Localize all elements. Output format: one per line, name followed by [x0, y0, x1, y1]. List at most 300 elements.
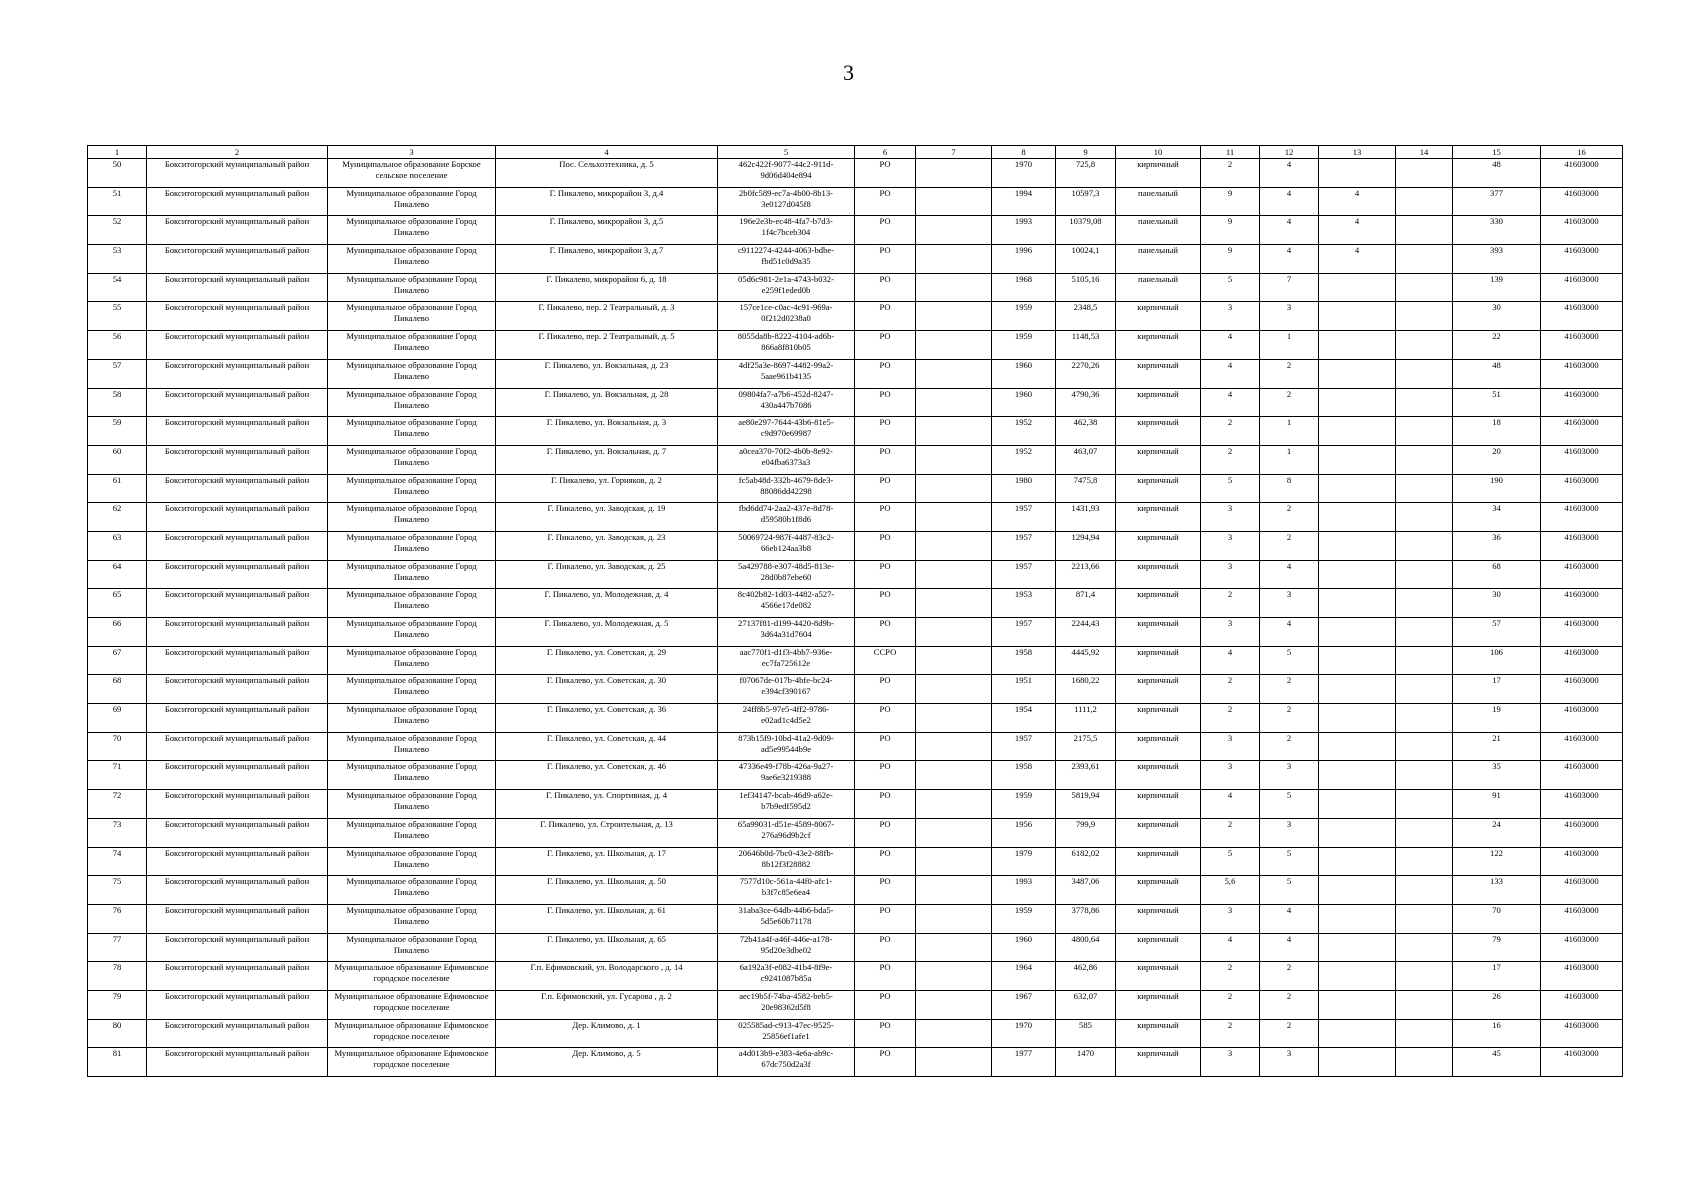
table-cell: Бокситогорский муниципальный район — [147, 273, 328, 302]
table-cell: 51 — [88, 187, 147, 216]
table-cell: 1957 — [992, 732, 1056, 761]
column-header: 7 — [916, 146, 992, 159]
table-cell: 80 — [88, 1019, 147, 1048]
table-cell — [916, 732, 992, 761]
table-cell: 393 — [1453, 245, 1541, 274]
table-cell — [916, 1019, 992, 1048]
table-cell — [1319, 560, 1396, 589]
table-cell: 79 — [88, 990, 147, 1019]
table-cell: 1959 — [992, 331, 1056, 360]
table-cell: Муниципальное образование Город Пикалево — [328, 187, 496, 216]
table-cell: кирпичный — [1116, 790, 1201, 819]
table-row — [88, 646, 1623, 675]
table-cell — [1396, 962, 1453, 991]
table-cell — [1396, 159, 1453, 188]
table-cell: кирпичный — [1116, 1019, 1201, 1048]
table-cell: РО — [855, 417, 916, 446]
table-cell — [916, 761, 992, 790]
table-cell: панельный — [1116, 245, 1201, 274]
table-cell: 3 — [1201, 531, 1260, 560]
table-cell: РО — [855, 933, 916, 962]
table-cell: 2270,26 — [1056, 359, 1116, 388]
table-cell: 1111,2 — [1056, 704, 1116, 733]
table-cell: 2 — [1201, 675, 1260, 704]
table-cell: Муниципальное образование Город Пикалево — [328, 675, 496, 704]
table-cell: 91 — [1453, 790, 1541, 819]
table-cell: 74 — [88, 847, 147, 876]
table-cell: 18 — [1453, 417, 1541, 446]
table-cell: 68 — [1453, 560, 1541, 589]
table-cell: 4 — [1201, 790, 1260, 819]
table-cell: 4445,92 — [1056, 646, 1116, 675]
table-cell: 2244,43 — [1056, 618, 1116, 647]
table-cell — [916, 560, 992, 589]
table-row — [88, 445, 1623, 474]
table-cell: 1 — [1260, 417, 1319, 446]
table-cell — [1319, 675, 1396, 704]
table-cell: 71 — [88, 761, 147, 790]
table-cell: 53 — [88, 245, 147, 274]
table-cell: Муниципальное образование Город Пикалево — [328, 531, 496, 560]
table-cell — [1319, 302, 1396, 331]
table-cell: 4df25a3e-8697-4482-99a2-5aae961b4135 — [718, 359, 855, 388]
table-cell: 1956 — [992, 818, 1056, 847]
table-cell: fc5ab48d-332b-4679-8de3-88086dd42298 — [718, 474, 855, 503]
table-cell: Бокситогорский муниципальный район — [147, 732, 328, 761]
table-cell: 4 — [1260, 560, 1319, 589]
table-cell: 41603000 — [1541, 675, 1623, 704]
table-cell: Муниципальное образование Город Пикалево — [328, 331, 496, 360]
table-row — [88, 618, 1623, 647]
table-cell: 3 — [1260, 761, 1319, 790]
table-cell: кирпичный — [1116, 445, 1201, 474]
table-cell: 106 — [1453, 646, 1541, 675]
table-cell: 1958 — [992, 761, 1056, 790]
table-cell: РО — [855, 359, 916, 388]
table-cell: РО — [855, 245, 916, 274]
column-header: 8 — [992, 146, 1056, 159]
table-cell: 56 — [88, 331, 147, 360]
table-cell: 10024,1 — [1056, 245, 1116, 274]
table-cell: 1994 — [992, 187, 1056, 216]
table-cell: 2 — [1201, 990, 1260, 1019]
table-cell: 31aba3ce-64db-44b6-bda5-5d5e60b71178 — [718, 904, 855, 933]
table-cell — [1396, 302, 1453, 331]
table-cell: 16 — [1453, 1019, 1541, 1048]
table-cell: Бокситогорский муниципальный район — [147, 216, 328, 245]
table-cell: Бокситогорский муниципальный район — [147, 302, 328, 331]
table-cell: кирпичный — [1116, 847, 1201, 876]
table-cell: 4 — [1260, 618, 1319, 647]
table-cell: РО — [855, 732, 916, 761]
table-cell: 1959 — [992, 790, 1056, 819]
table-cell: Муниципальное образование Город Пикалево — [328, 732, 496, 761]
table-cell: 22 — [1453, 331, 1541, 360]
table-cell: кирпичный — [1116, 359, 1201, 388]
table-cell — [1396, 732, 1453, 761]
table-cell: 462,38 — [1056, 417, 1116, 446]
table-cell: 1964 — [992, 962, 1056, 991]
table-cell — [1319, 388, 1396, 417]
table-cell: 2213,66 — [1056, 560, 1116, 589]
table-cell: 66 — [88, 618, 147, 647]
table-cell — [1319, 933, 1396, 962]
table-cell: Бокситогорский муниципальный район — [147, 159, 328, 188]
table-cell — [1319, 990, 1396, 1019]
table-cell — [1319, 618, 1396, 647]
table-cell — [916, 503, 992, 532]
table-cell: 24ff8b5-97e5-4ff2-9786-e02ad1c4d5e2 — [718, 704, 855, 733]
table-cell: Муниципальное образование Город Пикалево — [328, 273, 496, 302]
table-row — [88, 187, 1623, 216]
table-cell: 61 — [88, 474, 147, 503]
table-cell — [1396, 531, 1453, 560]
table-cell: Муниципальное образование Город Пикалево — [328, 445, 496, 474]
table-cell: Муниципальное образование Город Пикалево — [328, 790, 496, 819]
table-cell: 1980 — [992, 474, 1056, 503]
table-cell: 5 — [1201, 273, 1260, 302]
table-cell: 20 — [1453, 445, 1541, 474]
table-cell: 2 — [1201, 417, 1260, 446]
table-cell: 4 — [1201, 331, 1260, 360]
table-cell: 41603000 — [1541, 933, 1623, 962]
table-cell — [916, 589, 992, 618]
table-cell: 35 — [1453, 761, 1541, 790]
table-row — [88, 790, 1623, 819]
table-cell: 59 — [88, 417, 147, 446]
table-cell: 2 — [1201, 445, 1260, 474]
table-cell — [1319, 331, 1396, 360]
table-cell: 5 — [1201, 847, 1260, 876]
table-cell: Г. Пикалево, ул. Заводская, д. 25 — [496, 560, 718, 589]
table-cell: Г. Пикалево, ул. Заводская, д. 23 — [496, 531, 718, 560]
table-cell — [1319, 159, 1396, 188]
table-cell: 1ef34147-bcab-46d9-a62e-b7b9edf595d2 — [718, 790, 855, 819]
table-cell — [916, 933, 992, 962]
table-cell — [916, 159, 992, 188]
table-cell: Бокситогорский муниципальный район — [147, 990, 328, 1019]
table-row — [88, 159, 1623, 188]
table-cell: c9112274-4244-4063-bdbe-fbd51c0d9a35 — [718, 245, 855, 274]
table-cell: Бокситогорский муниципальный район — [147, 589, 328, 618]
column-header: 10 — [1116, 146, 1201, 159]
table-cell: 09804fa7-a7b6-452d-8247-430a447b7086 — [718, 388, 855, 417]
table-cell: 41603000 — [1541, 359, 1623, 388]
table-cell: 60 — [88, 445, 147, 474]
table-cell: 2 — [1201, 818, 1260, 847]
table-cell: Г. Пикалево, ул. Вокзальная, д. 7 — [496, 445, 718, 474]
table-cell: 63 — [88, 531, 147, 560]
table-cell: Бокситогорский муниципальный район — [147, 531, 328, 560]
table-cell: 70 — [88, 732, 147, 761]
table-row — [88, 560, 1623, 589]
table-cell — [916, 474, 992, 503]
table-row — [88, 818, 1623, 847]
table-cell: 632,07 — [1056, 990, 1116, 1019]
table-cell: 1954 — [992, 704, 1056, 733]
table-cell: кирпичный — [1116, 560, 1201, 589]
table-cell: 3 — [1260, 589, 1319, 618]
table-cell: 1953 — [992, 589, 1056, 618]
table-cell: f07067de-017b-4bfe-bc24-e394cf390167 — [718, 675, 855, 704]
table-cell: 4 — [1319, 216, 1396, 245]
table-cell: 41603000 — [1541, 187, 1623, 216]
table-cell — [1319, 1048, 1396, 1077]
table-cell: 462c422f-9077-44c2-911d-9d06d404e894 — [718, 159, 855, 188]
table-cell — [916, 216, 992, 245]
table-cell — [1319, 962, 1396, 991]
table-cell: 1148,53 — [1056, 331, 1116, 360]
column-header: 11 — [1201, 146, 1260, 159]
table-cell: Муниципальное образование Ефимовское городское поселение — [328, 1048, 496, 1077]
table-cell: 2b0fc589-ec7a-4b00-8b13-3e0127d045f8 — [718, 187, 855, 216]
table-cell: кирпичный — [1116, 704, 1201, 733]
table-cell — [1319, 704, 1396, 733]
table-cell — [1319, 876, 1396, 905]
table-row — [88, 675, 1623, 704]
table-cell: Г. Пикалево, микрорайон 3, д.7 — [496, 245, 718, 274]
table-cell: РО — [855, 1019, 916, 1048]
table-row — [88, 847, 1623, 876]
table-cell: 48 — [1453, 359, 1541, 388]
table-cell: 5105,16 — [1056, 273, 1116, 302]
table-cell: Бокситогорский муниципальный район — [147, 474, 328, 503]
table-cell: 2 — [1260, 732, 1319, 761]
table-cell: Муниципальное образование Город Пикалево — [328, 589, 496, 618]
table-cell: 4 — [1319, 245, 1396, 274]
table-cell: РО — [855, 159, 916, 188]
table-cell — [916, 847, 992, 876]
table-cell: Бокситогорский муниципальный район — [147, 933, 328, 962]
table-cell: 48 — [1453, 159, 1541, 188]
table-cell: 122 — [1453, 847, 1541, 876]
table-cell: 1958 — [992, 646, 1056, 675]
table-cell: 725,8 — [1056, 159, 1116, 188]
table-cell: кирпичный — [1116, 618, 1201, 647]
table-cell: кирпичный — [1116, 818, 1201, 847]
table-cell: РО — [855, 790, 916, 819]
table-cell: Бокситогорский муниципальный район — [147, 560, 328, 589]
table-cell: 2393,61 — [1056, 761, 1116, 790]
table-cell: 41603000 — [1541, 962, 1623, 991]
table-cell: Бокситогорский муниципальный район — [147, 503, 328, 532]
table-cell: 05d6c981-2e1a-4743-b032-e259f1eded0b — [718, 273, 855, 302]
table-cell: 69 — [88, 704, 147, 733]
table-cell: 17 — [1453, 962, 1541, 991]
table-cell: 1952 — [992, 417, 1056, 446]
table-cell: 1957 — [992, 531, 1056, 560]
table-cell — [916, 790, 992, 819]
table-cell: 2 — [1260, 1019, 1319, 1048]
table-cell: кирпичный — [1116, 876, 1201, 905]
table-cell: 50 — [88, 159, 147, 188]
table-cell: Бокситогорский муниципальный район — [147, 187, 328, 216]
table-cell: Г. Пикалево, ул. Советская, д. 44 — [496, 732, 718, 761]
table-cell — [916, 1048, 992, 1077]
table-cell: 10379,08 — [1056, 216, 1116, 245]
table-cell: кирпичный — [1116, 904, 1201, 933]
table-cell: 3 — [1201, 302, 1260, 331]
table-cell: 50069724-987f-4487-83c2-66eb124aa3b8 — [718, 531, 855, 560]
table-cell: 68 — [88, 675, 147, 704]
table-cell: 1970 — [992, 159, 1056, 188]
table-cell — [1396, 417, 1453, 446]
table-cell: 20646b0d-7bc0-43e2-88fb-8b12f3f28882 — [718, 847, 855, 876]
table-cell: 81 — [88, 1048, 147, 1077]
table-cell: Муниципальное образование Город Пикалево — [328, 388, 496, 417]
table-cell: Г. Пикалево, ул. Школьная, д. 50 — [496, 876, 718, 905]
table-cell: 3 — [1201, 503, 1260, 532]
table-cell: Муниципальное образование Ефимовское городское поселение — [328, 962, 496, 991]
table-cell — [916, 331, 992, 360]
table-cell — [1396, 445, 1453, 474]
table-cell: 41603000 — [1541, 790, 1623, 819]
table-cell: Муниципальное образование Ефимовское городское поселение — [328, 1019, 496, 1048]
table-cell: Дер. Климово, д. 1 — [496, 1019, 718, 1048]
table-cell: 45 — [1453, 1048, 1541, 1077]
table-cell: Г. Пикалево, ул. Вокзальная, д. 23 — [496, 359, 718, 388]
table-cell: 1967 — [992, 990, 1056, 1019]
table-cell: Г. Пикалево, микрорайон 3, д.4 — [496, 187, 718, 216]
table-cell: 196e2e3b-ec48-4fa7-b7d3-1f4c7bceb304 — [718, 216, 855, 245]
table-cell: 41603000 — [1541, 273, 1623, 302]
table-cell: 2 — [1201, 704, 1260, 733]
column-header: 5 — [718, 146, 855, 159]
table-cell: 2 — [1260, 704, 1319, 733]
table-cell: РО — [855, 216, 916, 245]
table-cell — [1396, 990, 1453, 1019]
table-cell — [1396, 273, 1453, 302]
table-cell: Бокситогорский муниципальный район — [147, 1019, 328, 1048]
table-cell: ССРО — [855, 646, 916, 675]
table-cell: Г. Пикалево, ул. Вокзальная, д. 28 — [496, 388, 718, 417]
table-cell: Г. Пикалево, ул. Советская, д. 29 — [496, 646, 718, 675]
table-cell: 54 — [88, 273, 147, 302]
table-cell: Муниципальное образование Город Пикалево — [328, 704, 496, 733]
table-cell: 3 — [1201, 560, 1260, 589]
table-cell: кирпичный — [1116, 675, 1201, 704]
table-cell: Бокситогорский муниципальный район — [147, 1048, 328, 1077]
table-cell: кирпичный — [1116, 159, 1201, 188]
table-cell: 4 — [1260, 904, 1319, 933]
table-cell — [1396, 618, 1453, 647]
table-cell: 1470 — [1056, 1048, 1116, 1077]
table-cell — [916, 675, 992, 704]
column-header: 13 — [1319, 146, 1396, 159]
table-cell — [916, 704, 992, 733]
column-header: 6 — [855, 146, 916, 159]
table-cell — [916, 388, 992, 417]
table-cell: 4 — [1260, 933, 1319, 962]
table-body — [88, 159, 1623, 1077]
table-cell: кирпичный — [1116, 589, 1201, 618]
table-cell: 585 — [1056, 1019, 1116, 1048]
table-cell — [1319, 273, 1396, 302]
table-cell: 3 — [1201, 904, 1260, 933]
table-cell: 41603000 — [1541, 847, 1623, 876]
table-cell — [1319, 904, 1396, 933]
table-cell: 41603000 — [1541, 216, 1623, 245]
table-cell: 1996 — [992, 245, 1056, 274]
table-cell — [916, 990, 992, 1019]
table-cell: 3 — [1260, 302, 1319, 331]
table-cell: 4 — [1260, 245, 1319, 274]
table-cell: РО — [855, 904, 916, 933]
table-cell: 70 — [1453, 904, 1541, 933]
table-row — [88, 704, 1623, 733]
table-cell: Муниципальное образование Город Пикалево — [328, 618, 496, 647]
table-cell: Муниципальное образование Город Пикалево — [328, 818, 496, 847]
table-cell: 2 — [1260, 962, 1319, 991]
table-cell: 41603000 — [1541, 1048, 1623, 1077]
table-cell: 41603000 — [1541, 704, 1623, 733]
table-cell: РО — [855, 187, 916, 216]
table-cell: Муниципальное образование Город Пикалево — [328, 847, 496, 876]
table-cell — [1396, 790, 1453, 819]
table-cell: 2 — [1260, 359, 1319, 388]
table-cell: РО — [855, 818, 916, 847]
table-cell: 1680,22 — [1056, 675, 1116, 704]
table-cell: РО — [855, 273, 916, 302]
table-cell: 10597,3 — [1056, 187, 1116, 216]
column-header: 9 — [1056, 146, 1116, 159]
table-cell: 5,6 — [1201, 876, 1260, 905]
table-cell: РО — [855, 331, 916, 360]
table-cell: 4 — [1201, 646, 1260, 675]
table-cell: 2 — [1260, 990, 1319, 1019]
table-cell — [916, 618, 992, 647]
table-cell: РО — [855, 503, 916, 532]
table-cell: 190 — [1453, 474, 1541, 503]
column-header: 4 — [496, 146, 718, 159]
table-cell: РО — [855, 618, 916, 647]
table-cell: a4d013b9-e383-4e6a-ab9c-67dc750d2a3f — [718, 1048, 855, 1077]
table-cell — [1319, 847, 1396, 876]
table-cell: кирпичный — [1116, 761, 1201, 790]
table-cell: РО — [855, 761, 916, 790]
table-cell — [1319, 445, 1396, 474]
table-cell: 30 — [1453, 302, 1541, 331]
table-cell: 6182,02 — [1056, 847, 1116, 876]
table-cell: 41603000 — [1541, 589, 1623, 618]
table-cell: 5819,94 — [1056, 790, 1116, 819]
table-cell: Муниципальное образование Город Пикалево — [328, 245, 496, 274]
table-cell: 1952 — [992, 445, 1056, 474]
table-cell: 025585ad-c913-47ec-9525-25856ef1afe1 — [718, 1019, 855, 1048]
table-cell: Бокситогорский муниципальный район — [147, 618, 328, 647]
page-number: 3 — [843, 60, 854, 85]
table-cell: 7 — [1260, 273, 1319, 302]
table-cell: 34 — [1453, 503, 1541, 532]
table-cell: 1993 — [992, 216, 1056, 245]
table-cell: 2175,5 — [1056, 732, 1116, 761]
table-cell: кирпичный — [1116, 417, 1201, 446]
table-cell: 26 — [1453, 990, 1541, 1019]
table-cell — [1319, 818, 1396, 847]
table-cell: Г. Пикалево, ул. Вокзальная, д. 3 — [496, 417, 718, 446]
table-cell: РО — [855, 445, 916, 474]
table-cell: 133 — [1453, 876, 1541, 905]
table-cell: Г. Пикалево, ул. Советская, д. 30 — [496, 675, 718, 704]
table-cell: 3 — [1201, 618, 1260, 647]
table-cell — [1319, 1019, 1396, 1048]
table-cell — [1396, 1019, 1453, 1048]
table-cell — [1396, 216, 1453, 245]
table-cell: 7577d10c-561a-44f0-afc1-b3f7c85e6ea4 — [718, 876, 855, 905]
table-cell: 2 — [1201, 1019, 1260, 1048]
table-row — [88, 359, 1623, 388]
table-cell: панельный — [1116, 187, 1201, 216]
